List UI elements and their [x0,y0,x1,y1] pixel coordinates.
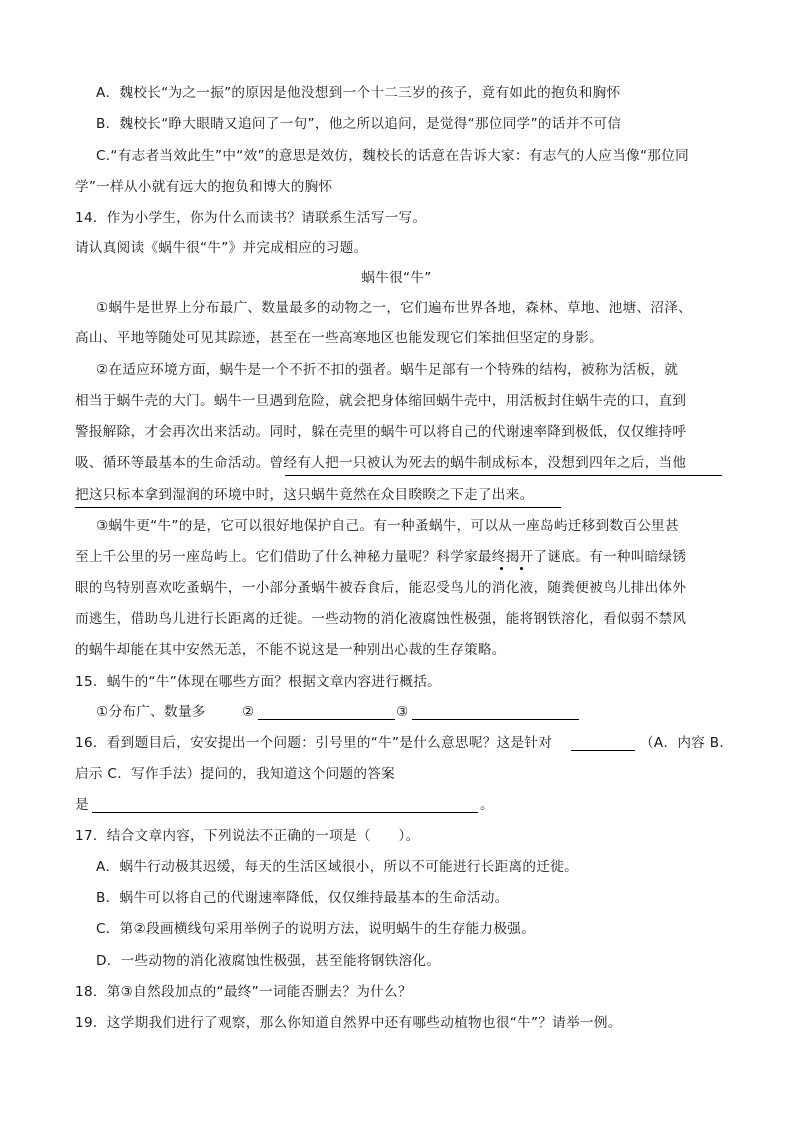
article-title: 蜗牛很“牛” [361,270,432,286]
article-p2-line1: ②在适应环境方面，蜗牛是一个不折不扣的强者。蜗牛足部有一个特殊的结构，被称为活板，就 [96,362,679,378]
q15-answer-3-blank[interactable] [412,704,579,720]
q17-option-c: C．第②段画横线句采用举例子的说明方法，说明蜗牛的生存能力极强。 [96,921,536,937]
q19-question: 19．这学期我们进行了观察，那么你知道自然界中还有哪些动植物也很“牛”？请举一例。 [75,1015,622,1031]
article-p1-line1: ①蜗牛是世界上分布最广、数量最多的动物之一，它们遍布世界各地，森林、草地、池塘、沼泽、 [96,300,693,316]
article-p1-line2: 高山、平地等随处可见其踪迹，甚至在一些高寒地区也能发现它们笨拙但坚定的身影。 [75,330,603,346]
q13-option-c-line1: C.“有志者当效此生”中“效”的意思是效仿，魏校长的话意在告诉大家：有志气的人应当像“那位同 [96,148,689,164]
underline-segment-1 [285,475,722,476]
q16-line1-text: 16．看到题目后，安安提出一个问题：引号里的“牛”是什么意思呢？这是针对 [75,735,553,751]
q17-question: 17．结合文章内容，下列说法不正确的一项是（ ）。 [75,828,420,844]
article-p2-line4: 吸、循环等最基本的生命活动。曾经有人把一只被认为死去的蜗牛制成标本，没想到四年之后，当他 [75,455,687,471]
q15-answer-3-label: ③ [396,704,409,720]
q13-option-c-line2: 学”一样从小就有远大的抱负和博大的胸怀 [75,179,333,195]
reading-instruction: 请认真阅读《蜗牛很“牛”》并完成相应的习题。 [75,240,368,256]
q13-option-b: B．魏校长“睁大眼睛又追问了一句”，他之所以追问，是觉得“那位同学”的话并不可信 [96,116,622,132]
article-p2-line2: 相当于蜗牛壳的大门。蜗牛一旦遇到危险，就会把身体缩回蜗牛壳中，用活板封住蜗牛壳的口，直到 [75,393,687,409]
article-p2-line3: 警报解除，才会再次出来活动。同时，躲在壳里的蜗牛可以将自己的代谢速率降到极低，仅仅维持呼 [75,424,687,440]
article-p3-line5: 的蜗牛却能在其中安然无恙，不能不说这是一种别出心裁的生存策略。 [75,642,506,658]
q17-option-d: D．一些动物的消化液腐蚀性极强，甚至能将钢铁溶化。 [96,953,441,969]
article-p3-line2: 至上千公里的另一座岛屿上。它们借助了什么神秘力量呢？科学家最终揭开了谜底。有一种叫暗绿锈 [75,549,687,565]
q17-option-a: A．蜗牛行动极其迟缓，每天的生活区域很小，所以不可能进行长距离的迁徙。 [96,859,578,875]
q15-answer-2-label: ② [242,704,255,720]
article-p2-line5: 把这只标本拿到湿润的环境中时，这只蜗牛竟然在众目睽睽之下走了出来。 [75,487,534,503]
q17-option-b: B．蜗牛可以将自己的代谢速率降低，仅仅维持最基本的生命活动。 [96,890,509,906]
q15-question: 15．蜗牛的“牛”体现在哪些方面？根据文章内容进行概括。 [75,674,442,690]
q16-blank-type[interactable] [571,735,635,751]
underline-segment-2 [75,507,561,508]
q16-line1-options: （A．内容 B． [640,735,734,751]
article-p3-line4: 而逃生，借助鸟儿进行长距离的迁徙。一些动物的消化液腐蚀性极强，能将钢铁溶化，看似弱不禁风 [75,611,687,627]
q16-line2-text: 启示 C．写作手法）提问的，我知道这个问题的答案 [75,766,396,782]
q13-option-a: A．魏校长“为之一振”的原因是他没想到一个十二三岁的孩子，竟有如此的抱负和胸怀 [96,85,621,101]
q16-line3-prefix: 是 [75,797,89,813]
q14-question: 14．作为小学生，你为什么而读书？请联系生活写一写。 [75,210,427,226]
emphasis-dot [500,567,503,570]
q16-line3-suffix: 。 [480,797,494,813]
q15-answer-1: ①分布广、数量多 [96,704,206,720]
q18-question: 18．第③自然段加点的“最终”一词能否删去？为什么？ [75,984,412,1000]
q16-blank-answer[interactable] [92,797,478,813]
q15-answer-2-blank[interactable] [258,704,395,720]
article-p3-line3: 眼的鸟特别喜欢吃蚤蜗牛，一小部分蚤蜗牛被吞食后，能忍受鸟儿的消化液，随粪便被鸟儿排出体外 [75,580,687,596]
article-p3-line1: ③蜗牛更“牛”的是，它可以很好地保护自己。有一种蚤蜗牛，可以从一座岛屿迁移到数百公里甚 [96,518,679,534]
emphasis-dot [520,567,523,570]
